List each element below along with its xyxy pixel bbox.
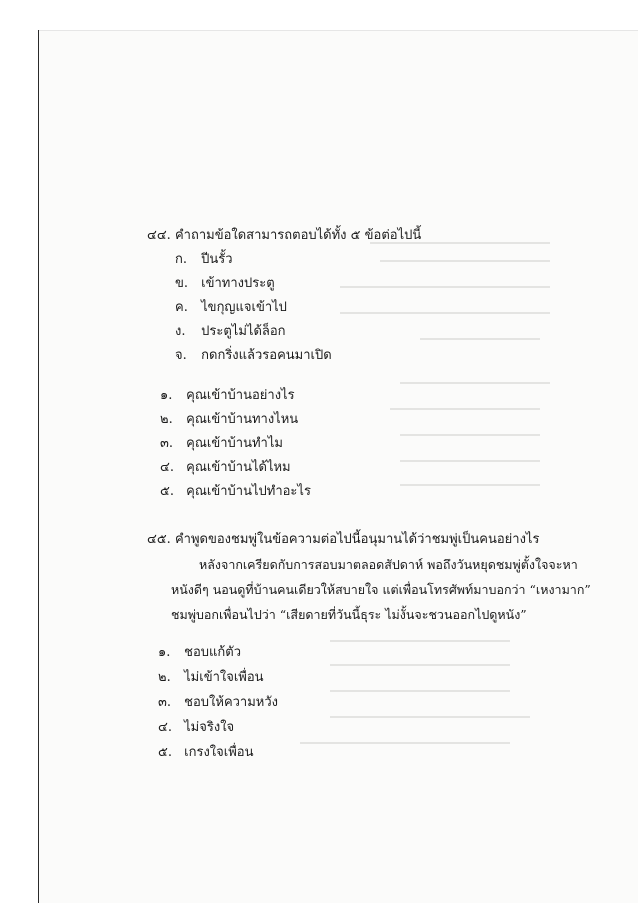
answer-choice[interactable]: [158, 695, 278, 711]
answer-choice[interactable]: [160, 436, 283, 452]
bleed-through-line: [400, 460, 540, 462]
choice-text: คุณเข้าบ้านได้ไหม: [186, 460, 291, 475]
statement-text: ไขกุญแจเข้าไป: [201, 300, 287, 315]
question-text: คำพูดของชมพู่ในข้อความต่อไปนี้อนุมานได้ว่าชมพู่เป็นคนอย่างไร: [174, 532, 540, 547]
choice-text: ชอบให้ความหวัง: [184, 695, 279, 710]
choice-text: ไม่จริงใจ: [184, 720, 235, 735]
scanned-page: [39, 31, 638, 903]
bleed-through-line: [330, 716, 530, 718]
statement-item: [175, 300, 287, 316]
choice-label: ๕.: [160, 484, 174, 499]
statement-item: [175, 252, 233, 268]
bleed-through-line: [330, 690, 510, 692]
statement-text: ประตูไม่ได้ล็อก: [201, 324, 286, 339]
bleed-through-line: [330, 664, 510, 666]
question-44: [147, 228, 421, 244]
statement-text: ปีนรั้ว: [201, 252, 233, 267]
choice-label: ๓.: [158, 695, 172, 710]
choice-text: คุณเข้าบ้านทางไหน: [186, 412, 299, 427]
question-45: [147, 532, 539, 548]
choice-label: ๔.: [158, 720, 172, 735]
answer-choice[interactable]: [160, 388, 295, 404]
bleed-through-line: [400, 382, 550, 384]
choice-text: ไม่เข้าใจเพื่อน: [184, 670, 264, 685]
question-text: คำถามข้อใดสามารถตอบได้ทั้ง ๕ ข้อต่อไปนี้: [174, 228, 422, 243]
choice-label: ๑.: [158, 645, 171, 660]
bleed-through-line: [340, 286, 550, 288]
statement-label: ค.: [175, 300, 188, 315]
bleed-through-line: [400, 484, 540, 486]
statement-label: ข.: [175, 276, 189, 291]
choice-label: ๕.: [158, 745, 172, 760]
choice-label: ๔.: [160, 460, 174, 475]
choice-label: ๒.: [160, 412, 173, 427]
statement-label: จ.: [175, 348, 187, 363]
choice-label: ๑.: [160, 388, 173, 403]
bleed-through-line: [390, 408, 540, 410]
bleed-through-line: [300, 742, 510, 744]
statement-label: ง.: [175, 324, 186, 339]
choice-text: คุณเข้าบ้านอย่างไร: [186, 388, 295, 403]
choice-text: คุณเข้าบ้านไปทำอะไร: [186, 484, 311, 499]
statement-text: กดกริ่งแล้วรอคนมาเปิด: [201, 348, 332, 363]
choice-text: เกรงใจเพื่อน: [184, 745, 254, 760]
passage-line: หนังดีๆ นอนดูที่บ้านคนเดียวให้สบายใจ แต่เพื่อนโทรศัพท์มาบอกว่า “เหงามาก”: [171, 582, 591, 597]
passage-line: ชมพู่บอกเพื่อนไปว่า “เสียดายที่วันนี้ธุระ ไม่งั้นจะชวนออกไปดูหนัง”: [171, 607, 527, 622]
statement-item: [175, 276, 275, 292]
bleed-through-line: [400, 434, 540, 436]
statement-item: [175, 348, 332, 364]
bleed-through-line: [340, 312, 550, 314]
answer-choice[interactable]: [158, 745, 253, 761]
bleed-through-line: [420, 338, 540, 340]
answer-choice[interactable]: [158, 720, 234, 736]
question-number: ๔๕.: [147, 532, 171, 547]
choice-label: ๓.: [160, 436, 174, 451]
passage-line: หลังจากเครียดกับการสอบมาตลอดสัปดาห์ พอถึงวันหยุดชมพู่ตั้งใจจะหา: [199, 557, 578, 572]
statement-item: [175, 324, 286, 340]
answer-choice[interactable]: [158, 645, 241, 661]
bleed-through-line: [330, 640, 510, 642]
choice-label: ๒.: [158, 670, 171, 685]
answer-choice[interactable]: [160, 412, 298, 428]
choice-text: ชอบแก้ตัว: [184, 645, 242, 660]
statement-text: เข้าทางประตู: [201, 276, 275, 291]
statement-label: ก.: [175, 252, 188, 267]
answer-choice[interactable]: [160, 460, 291, 476]
choice-text: คุณเข้าบ้านทำไม: [186, 436, 283, 451]
question-number: ๔๔.: [147, 228, 171, 243]
answer-choice[interactable]: [160, 484, 311, 500]
answer-choice[interactable]: [158, 670, 264, 686]
bleed-through-line: [380, 260, 550, 262]
